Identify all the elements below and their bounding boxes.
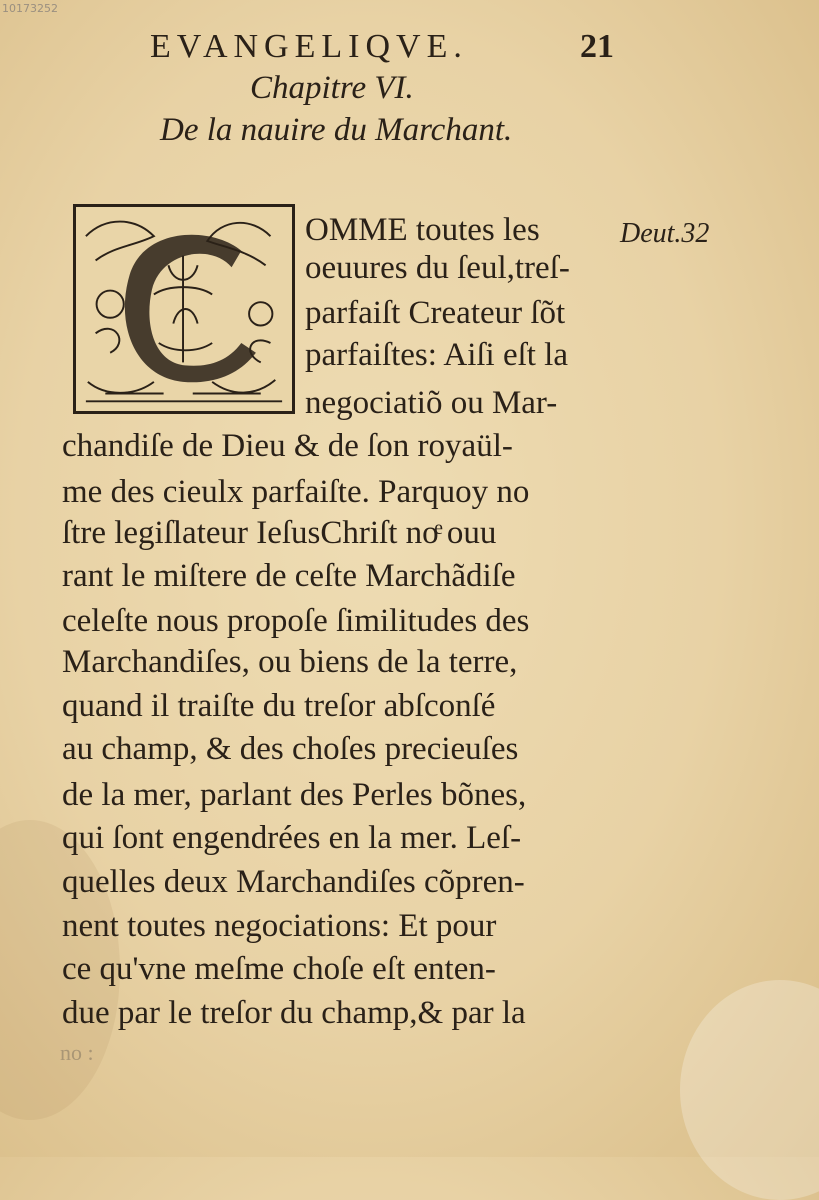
text-line: Marchandiſes, ou biens de la terre, [62, 644, 518, 680]
text-line: due par le treſor du champ,& par la [62, 995, 526, 1031]
text-line: au champ, & des choſes precieuſes [62, 731, 519, 767]
text-line: qui ſont engendrées en la mer. Leſ- [62, 820, 522, 856]
text-line: parfaiſtes: Aiſi eſt la [305, 337, 569, 373]
text-line: ſtre legiſlateur IeſusChriſt noͤ ouu [62, 515, 497, 551]
catchword: no : [60, 1040, 94, 1065]
running-head: EVANGELIQVE. [150, 28, 468, 65]
text-line: quand il traiſte du treſor abſconſé [62, 688, 496, 724]
decorated-initial [73, 204, 295, 414]
section-title: De la nauire du Marchant. [160, 112, 513, 148]
text-line: oeuures du ſeul,treſ- [305, 250, 570, 286]
text-line: chandiſe de Dieu & de ſon royaül- [62, 428, 513, 464]
chapter-title: Chapitre VI. [250, 70, 414, 106]
text-line: quelles deux Marchandiſes cõpren- [62, 864, 525, 900]
page-number: 21 [580, 28, 614, 65]
paper-stain [680, 980, 819, 1200]
text-line: rant le miſtere de ceſte Marchãdiſe [62, 558, 516, 594]
text-line: ce qu'vne meſme choſe eſt enten- [62, 951, 496, 987]
text-line: negociatiõ ou Mar- [305, 385, 558, 421]
text-line: de la mer, parlant des Perles bõnes, [62, 777, 527, 813]
margin-note: Deut.32 [620, 218, 710, 249]
page-id: 10173252 [2, 2, 58, 15]
text-line: me des cieulx parfaiſte. Parquoy no [62, 474, 530, 510]
text-line: nent toutes negociations: Et pour [62, 908, 497, 944]
text-line: parfaiſt Createur ſõt [305, 295, 566, 331]
text-line: OMME toutes les [305, 212, 540, 248]
text-line: celeſte nous propoſe ſimilitudes des [62, 603, 530, 639]
decorated-initial-c-icon [76, 207, 292, 411]
